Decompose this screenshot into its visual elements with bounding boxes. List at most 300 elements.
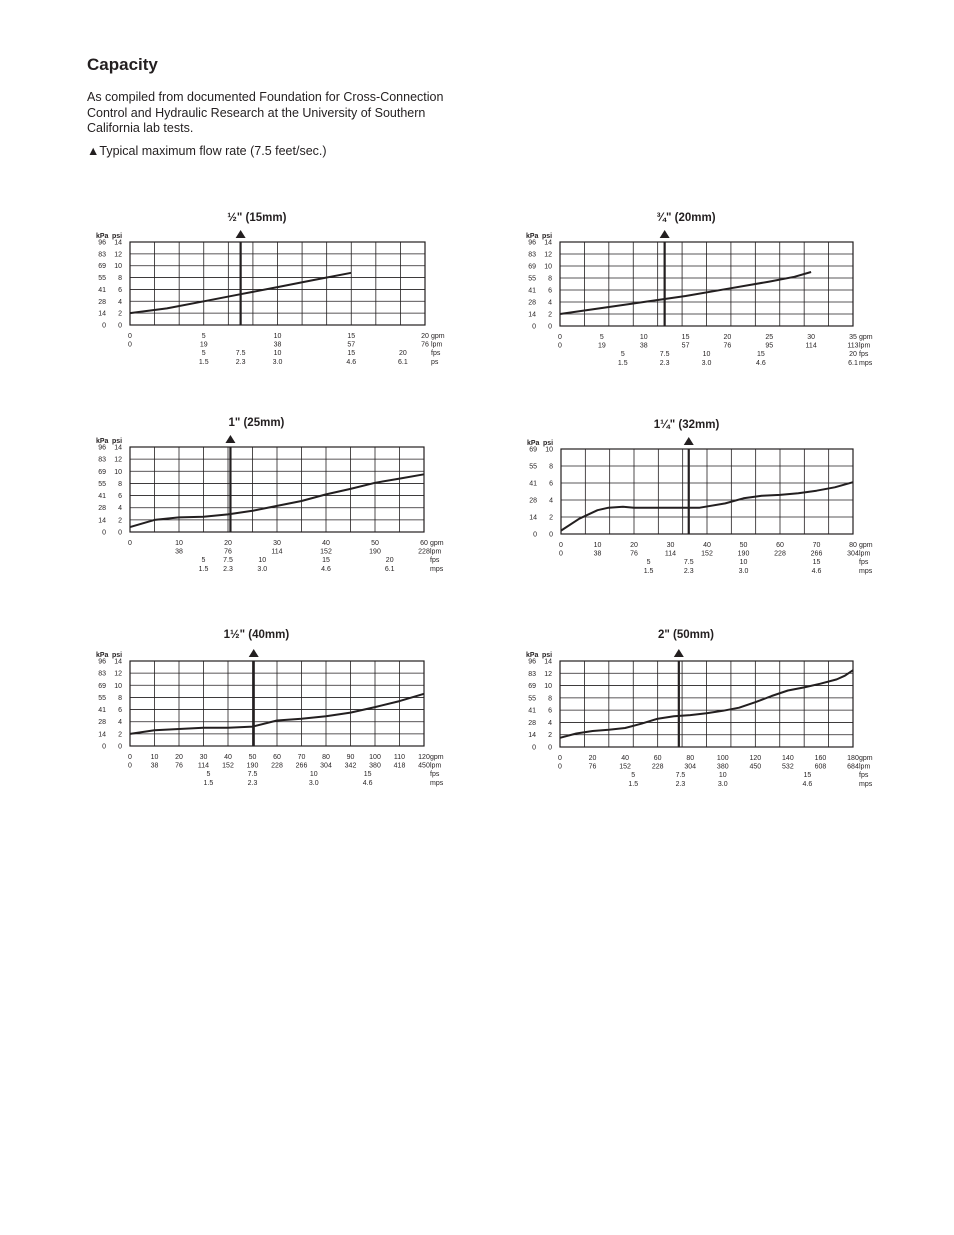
x-tick-label: 532: [782, 763, 794, 771]
x-tick-label: 30: [273, 540, 281, 547]
chart-title: ¾" (20mm): [656, 212, 716, 224]
y-tick-kpa: 28: [529, 497, 537, 505]
y-tick-psi: 0: [548, 744, 552, 752]
x-tick-label: 4.6: [321, 565, 331, 573]
y-tick-psi: 4: [549, 497, 553, 505]
x-tick-label: 76: [421, 341, 429, 349]
intro-paragraph: As compiled from documented Foundation for Cross-Connection Control and Hydraulic Research at the University of Southern California lab tests.: [87, 90, 444, 136]
x-tick-label: 114: [197, 762, 210, 770]
x-tick-label: 7.5: [683, 559, 694, 567]
x-tick-label: 0: [558, 334, 562, 341]
x-tick-label: 0: [128, 762, 132, 770]
x-tick-label: 4.6: [756, 359, 766, 367]
x-tick-label: 70: [812, 542, 821, 549]
y-tick-kpa: 55: [98, 275, 106, 283]
x-tick-label: 120: [418, 754, 430, 761]
y-tick-psi: 6: [118, 707, 122, 715]
x-tick-label: 0: [559, 542, 563, 549]
x-tick-label: 4.6: [346, 358, 357, 366]
x-tick-label: 0: [128, 341, 132, 349]
x-tick-label: 80: [322, 754, 330, 761]
y-axis-header-kpa: kPa: [526, 652, 539, 659]
x-tick-label: 15: [812, 559, 821, 567]
x-tick-label: 80: [686, 755, 695, 762]
x-tick-label: 2.3: [675, 780, 686, 788]
triangle-marker-icon: ▲: [87, 144, 100, 158]
x-tick-label: 152: [619, 763, 631, 771]
x-tick-label: 20: [224, 540, 232, 547]
x-tick-label: 20: [630, 542, 638, 549]
y-tick-psi: 8: [548, 275, 552, 283]
y-tick-psi: 2: [118, 517, 122, 525]
x-tick-label: 3.0: [701, 359, 712, 367]
x-row-unit-mps: mps: [430, 779, 444, 787]
y-tick-kpa: 14: [98, 517, 106, 525]
y-tick-psi: 10: [544, 683, 552, 691]
y-tick-psi: 2: [118, 731, 122, 739]
x-tick-label: 5: [620, 351, 625, 359]
y-tick-kpa: 83: [98, 251, 106, 259]
x-tick-label: 100: [369, 754, 381, 761]
x-tick-label: 38: [175, 548, 183, 556]
x-tick-label: 0: [558, 342, 562, 350]
capacity-chart-one-quarter-inch: [520, 412, 895, 587]
x-tick-label: 5: [201, 557, 206, 565]
x-tick-label: 60: [420, 540, 428, 547]
x-tick-label: 228: [418, 548, 430, 556]
x-tick-label: 57: [347, 341, 356, 349]
y-tick-psi: 6: [118, 286, 122, 294]
x-tick-label: 20: [385, 557, 394, 565]
max-flow-triangle-icon: [684, 437, 694, 445]
y-axis-header-psi: psi: [542, 652, 553, 659]
max-flow-triangle-icon: [225, 435, 235, 443]
y-axis-header-kpa: kPa: [526, 233, 539, 240]
x-tick-label: 2.3: [683, 567, 694, 575]
x-tick-label: 304: [684, 763, 697, 771]
x-tick-label: 95: [765, 342, 774, 350]
x-tick-label: 3.0: [717, 780, 728, 788]
x-tick-label: 3.0: [308, 779, 319, 787]
x-row-unit-fps: fps: [431, 350, 441, 358]
x-tick-label: 76: [723, 342, 732, 350]
x-row-unit-mps: mps: [859, 567, 873, 575]
max-flow-triangle-icon: [660, 230, 670, 238]
x-tick-label: 1.5: [198, 565, 209, 573]
chart-title: 1" (25mm): [228, 417, 285, 429]
capacity-chart-half-inch: [90, 205, 460, 380]
x-row-unit-gpm: gpm: [859, 334, 873, 341]
y-tick-psi: 8: [548, 695, 552, 703]
chart-title: 1½" (40mm): [223, 629, 290, 641]
x-row-unit-fps: fps: [430, 771, 440, 779]
y-tick-kpa: 0: [102, 743, 106, 751]
x-tick-label: 304: [847, 550, 859, 558]
x-tick-label: 7.5: [223, 557, 233, 565]
y-tick-kpa: 28: [98, 505, 106, 513]
x-tick-label: 608: [814, 763, 827, 771]
x-tick-label: 60: [776, 542, 784, 549]
y-tick-psi: 2: [549, 514, 553, 522]
x-row-unit-ps: ps: [431, 358, 439, 366]
y-axis-header-kpa: kPa: [96, 233, 109, 240]
x-tick-label: 30: [807, 334, 816, 341]
x-tick-label: 38: [639, 342, 648, 350]
y-tick-psi: 10: [545, 446, 553, 454]
x-tick-label: 20: [421, 333, 429, 340]
y-tick-kpa: 28: [528, 299, 536, 307]
y-tick-psi: 6: [548, 287, 552, 295]
x-tick-label: 190: [737, 550, 750, 558]
x-tick-label: 120: [749, 755, 762, 762]
x-tick-label: 7.5: [247, 771, 258, 779]
capacity-chart-three-quarter-inch: [522, 205, 897, 380]
x-tick-label: 10: [593, 542, 602, 549]
x-row-unit-gpm: gpm: [430, 540, 444, 547]
y-tick-kpa: 0: [102, 529, 106, 537]
y-tick-kpa: 41: [529, 480, 537, 488]
y-tick-kpa: 55: [528, 275, 536, 283]
x-tick-label: 6.1: [848, 359, 858, 367]
y-tick-psi: 12: [544, 670, 552, 678]
x-row-unit-fps: fps: [430, 557, 440, 565]
x-row-unit-mps: mps: [859, 780, 873, 788]
x-tick-label: 3.0: [738, 567, 749, 575]
max-flow-triangle-icon: [249, 649, 259, 657]
y-tick-psi: 0: [118, 322, 122, 330]
x-tick-label: 2.3: [659, 359, 670, 367]
y-tick-psi: 14: [114, 444, 122, 452]
x-tick-label: 0: [558, 755, 562, 762]
x-tick-label: 266: [810, 550, 823, 558]
x-tick-label: 2.3: [235, 358, 246, 366]
x-tick-label: 76: [224, 548, 232, 556]
x-tick-label: 152: [701, 550, 713, 558]
x-row-unit-mps: mps: [430, 565, 444, 573]
y-tick-kpa: 96: [98, 239, 106, 247]
x-tick-label: 10: [702, 351, 711, 359]
chart-title: 1¼" (32mm): [653, 419, 720, 431]
x-tick-label: 304: [320, 762, 332, 770]
x-row-unit-lpm: lpm: [431, 341, 443, 349]
x-tick-label: 2.3: [223, 565, 233, 573]
y-tick-psi: 12: [114, 670, 122, 678]
y-tick-kpa: 28: [528, 719, 536, 727]
x-tick-label: 10: [739, 559, 748, 567]
x-tick-label: 76: [175, 762, 183, 770]
x-row-unit-gpm: gpm: [430, 754, 444, 761]
y-tick-psi: 12: [544, 251, 552, 259]
x-tick-label: 20: [398, 350, 407, 358]
y-axis-header-psi: psi: [112, 438, 123, 445]
y-tick-psi: 4: [548, 299, 552, 307]
x-tick-label: 76: [630, 550, 638, 558]
x-tick-label: 35: [849, 334, 857, 341]
x-tick-label: 25: [765, 334, 774, 341]
x-tick-label: 114: [664, 550, 677, 558]
y-tick-kpa: 41: [528, 287, 536, 295]
x-tick-label: 76: [588, 763, 597, 771]
x-tick-label: 2.3: [247, 779, 258, 787]
x-tick-label: 15: [681, 334, 690, 341]
y-tick-psi: 2: [548, 732, 552, 740]
y-tick-psi: 14: [114, 239, 122, 247]
y-axis-header-kpa: kPa: [96, 652, 109, 659]
y-tick-kpa: 0: [532, 744, 536, 752]
y-tick-psi: 8: [118, 694, 122, 702]
chart-title: ½" (15mm): [227, 212, 287, 224]
y-tick-psi: 14: [544, 658, 552, 666]
x-row-unit-gpm: gpm: [431, 333, 445, 340]
x-tick-label: 228: [271, 762, 283, 770]
x-tick-label: 4.6: [362, 779, 373, 787]
x-tick-label: 60: [653, 755, 662, 762]
x-tick-label: 50: [248, 754, 257, 761]
x-tick-label: 40: [322, 540, 330, 547]
x-tick-label: 450: [749, 763, 762, 771]
capacity-chart-two-inch: [518, 622, 893, 797]
max-flow-note-text: Typical maximum flow rate (7.5 feet/sec.): [99, 144, 327, 158]
y-tick-kpa: 55: [98, 480, 106, 488]
y-tick-psi: 8: [118, 480, 122, 488]
y-axis-header-psi: psi: [542, 233, 553, 240]
y-tick-psi: 4: [118, 719, 122, 727]
x-tick-label: 228: [651, 763, 664, 771]
y-tick-kpa: 28: [98, 298, 106, 306]
x-tick-label: 4.6: [802, 780, 813, 788]
x-tick-label: 5: [206, 771, 211, 779]
x-tick-label: 57: [681, 342, 690, 350]
y-tick-kpa: 14: [98, 731, 106, 739]
x-tick-label: 80: [849, 542, 857, 549]
y-tick-psi: 0: [548, 323, 552, 331]
y-tick-kpa: 0: [533, 531, 537, 539]
y-tick-kpa: 41: [98, 707, 106, 715]
x-row-unit-mps: mps: [859, 359, 873, 367]
x-tick-label: 684: [847, 763, 859, 771]
y-tick-kpa: 69: [529, 446, 537, 454]
y-axis-header-kpa: kPa: [96, 438, 109, 445]
x-tick-label: 60: [273, 754, 281, 761]
x-tick-label: 113: [847, 342, 859, 350]
y-tick-kpa: 69: [528, 683, 536, 691]
y-tick-psi: 6: [548, 707, 552, 715]
y-tick-psi: 0: [118, 529, 122, 537]
x-tick-label: 4.6: [811, 567, 822, 575]
x-row-unit-lpm: lpm: [430, 548, 442, 556]
y-axis-header-psi: psi: [112, 652, 123, 659]
x-tick-label: 38: [593, 550, 602, 558]
page-title: Capacity: [87, 55, 158, 74]
y-tick-psi: 14: [544, 239, 552, 247]
y-tick-kpa: 0: [102, 322, 106, 330]
y-tick-psi: 12: [114, 251, 122, 259]
x-tick-label: 160: [814, 755, 827, 762]
x-tick-label: 6.1: [398, 358, 408, 366]
capacity-chart-one-inch: [90, 410, 460, 585]
x-tick-label: 15: [347, 350, 356, 358]
y-tick-kpa: 0: [532, 323, 536, 331]
x-tick-label: 418: [393, 762, 406, 770]
x-tick-label: 5: [201, 350, 206, 358]
x-tick-label: 10: [150, 754, 159, 761]
x-tick-label: 5: [646, 559, 651, 567]
y-tick-kpa: 69: [528, 263, 536, 271]
y-tick-psi: 8: [549, 463, 553, 471]
y-tick-kpa: 96: [528, 658, 536, 666]
x-row-unit-lpm: lpm: [430, 762, 442, 770]
x-tick-label: 15: [803, 772, 812, 780]
y-tick-psi: 6: [549, 480, 553, 488]
capacity-chart-one-half-inch: [90, 622, 460, 797]
x-tick-label: 10: [309, 771, 318, 779]
x-tick-label: 30: [666, 542, 675, 549]
x-tick-label: 19: [597, 342, 606, 350]
x-tick-label: 90: [346, 754, 355, 761]
x-tick-label: 0: [559, 550, 563, 558]
max-flow-triangle-icon: [674, 649, 684, 657]
x-row-unit-lpm: lpm: [859, 550, 871, 558]
x-tick-label: 50: [739, 542, 748, 549]
x-tick-label: 10: [273, 333, 282, 340]
x-tick-label: 10: [639, 334, 648, 341]
x-tick-label: 20: [849, 351, 857, 359]
x-tick-label: 38: [273, 341, 282, 349]
x-tick-label: 0: [128, 754, 132, 761]
x-tick-label: 20: [588, 755, 597, 762]
y-tick-psi: 0: [118, 743, 122, 751]
y-tick-kpa: 96: [528, 239, 536, 247]
y-tick-kpa: 83: [98, 456, 106, 464]
x-tick-label: 10: [175, 540, 183, 547]
x-tick-label: 19: [199, 341, 208, 349]
x-tick-label: 3.0: [272, 358, 283, 366]
x-tick-label: 38: [150, 762, 159, 770]
x-tick-label: 5: [599, 334, 604, 341]
x-tick-label: 228: [774, 550, 786, 558]
x-tick-label: 7.5: [659, 351, 670, 359]
max-flow-note: [87, 144, 327, 158]
x-tick-label: 40: [621, 755, 630, 762]
x-row-unit-gpm: gpm: [859, 755, 873, 762]
max-flow-triangle-icon: [236, 230, 246, 238]
y-tick-psi: 10: [544, 263, 552, 271]
y-tick-psi: 2: [118, 310, 122, 318]
y-tick-psi: 4: [118, 505, 122, 513]
x-tick-label: 1.5: [198, 358, 209, 366]
x-tick-label: 1.5: [617, 359, 628, 367]
y-tick-kpa: 14: [528, 732, 536, 740]
x-tick-label: 6.1: [384, 565, 395, 573]
x-tick-label: 30: [199, 754, 208, 761]
x-tick-label: 20: [723, 334, 732, 341]
y-tick-kpa: 69: [98, 468, 106, 476]
x-tick-label: 450: [418, 762, 430, 770]
y-tick-psi: 12: [114, 456, 122, 464]
y-tick-kpa: 55: [528, 695, 536, 703]
y-tick-psi: 6: [118, 493, 122, 501]
x-row-unit-lpm: lpm: [859, 763, 871, 771]
x-tick-label: 0: [128, 540, 132, 547]
x-tick-label: 7.5: [675, 772, 686, 780]
x-tick-label: 50: [371, 540, 379, 547]
x-tick-label: 7.5: [235, 350, 246, 358]
y-tick-psi: 14: [114, 658, 122, 666]
x-tick-label: 114: [271, 548, 283, 556]
x-tick-label: 100: [716, 755, 729, 762]
x-tick-label: 342: [344, 762, 357, 770]
x-tick-label: 5: [201, 333, 206, 340]
y-tick-kpa: 83: [528, 251, 536, 259]
x-tick-label: 15: [322, 557, 330, 565]
x-tick-label: 140: [782, 755, 794, 762]
x-row-unit-lpm: lpm: [859, 342, 871, 350]
y-tick-psi: 4: [118, 298, 122, 306]
y-axis-header-psi: psi: [112, 233, 123, 240]
x-tick-label: 114: [805, 342, 817, 350]
y-tick-psi: 0: [549, 531, 553, 539]
y-tick-kpa: 83: [528, 670, 536, 678]
chart-title: 2" (50mm): [658, 629, 714, 641]
y-tick-psi: 4: [548, 719, 552, 727]
y-tick-kpa: 69: [98, 682, 106, 690]
x-row-unit-fps: fps: [859, 559, 869, 567]
x-tick-label: 10: [273, 350, 282, 358]
y-tick-kpa: 69: [98, 263, 106, 271]
x-tick-label: 190: [246, 762, 259, 770]
x-tick-label: 380: [716, 763, 729, 771]
x-tick-label: 70: [297, 754, 306, 761]
x-tick-label: 40: [224, 754, 232, 761]
x-tick-label: 10: [258, 557, 267, 565]
y-tick-kpa: 28: [98, 719, 106, 727]
y-tick-kpa: 96: [98, 658, 106, 666]
y-tick-psi: 2: [548, 311, 552, 319]
x-tick-label: 266: [295, 762, 308, 770]
x-tick-label: 152: [222, 762, 234, 770]
y-axis-header-psi: psi: [543, 440, 554, 447]
x-tick-label: 15: [347, 333, 356, 340]
x-tick-label: 1.5: [628, 780, 639, 788]
x-tick-label: 0: [558, 763, 562, 771]
y-tick-kpa: 83: [98, 670, 106, 678]
y-tick-kpa: 55: [98, 694, 106, 702]
x-row-unit-fps: fps: [859, 351, 869, 359]
x-tick-label: 110: [393, 754, 406, 761]
y-tick-kpa: 41: [98, 286, 106, 294]
y-tick-kpa: 96: [98, 444, 106, 452]
x-tick-label: 15: [757, 351, 765, 359]
x-tick-label: 180: [847, 755, 859, 762]
y-tick-kpa: 41: [98, 493, 106, 501]
y-tick-kpa: 55: [529, 463, 537, 471]
y-tick-psi: 8: [118, 275, 122, 283]
x-tick-label: 1.5: [643, 567, 654, 575]
x-tick-label: 3.0: [257, 565, 268, 573]
y-tick-kpa: 14: [528, 311, 536, 319]
x-tick-label: 20: [175, 754, 183, 761]
y-tick-psi: 10: [114, 682, 122, 690]
x-tick-label: 10: [718, 772, 727, 780]
x-tick-label: 380: [369, 762, 381, 770]
y-tick-kpa: 14: [98, 310, 106, 318]
x-tick-label: 15: [363, 771, 372, 779]
y-tick-psi: 10: [114, 468, 122, 476]
x-tick-label: 152: [320, 548, 332, 556]
x-tick-label: 1.5: [203, 779, 214, 787]
x-tick-label: 5: [631, 772, 636, 780]
x-row-unit-gpm: gpm: [859, 542, 873, 549]
